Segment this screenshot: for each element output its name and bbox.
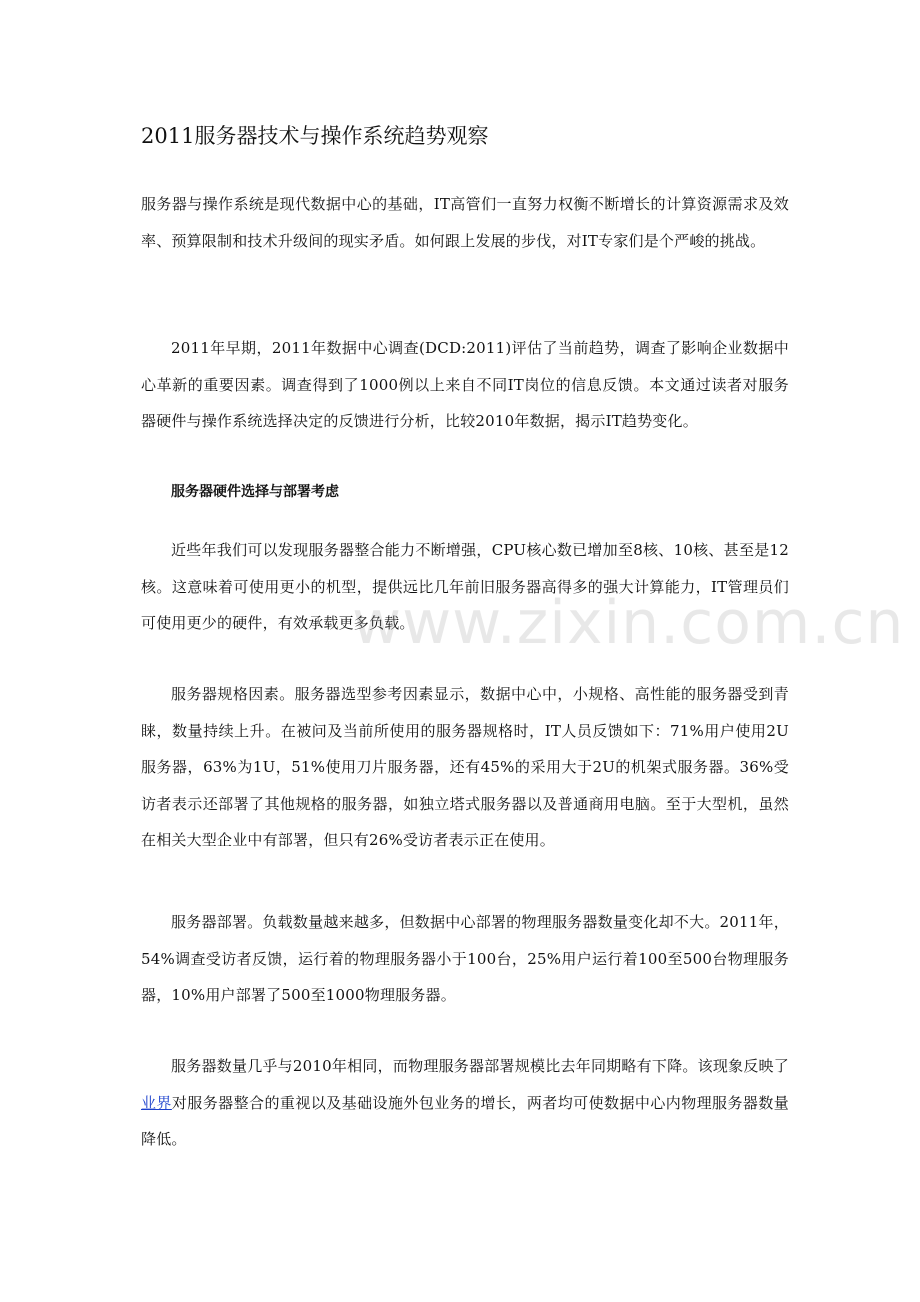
conclusion-text-before: 服务器数量几乎与2010年相同，而物理服务器部署规模比去年同期略有下降。该现象反映了 [171,1057,789,1075]
cores-paragraph: 近些年我们可以发现服务器整合能力不断增强，CPU核心数已增加至8核、10核、甚至是12核。这意味着可使用更小的机型，提供远比几年前旧服务器高得多的强大计算能力，IT管理员们可使用更少的硬件，有效承载更多负载。 [141,541,789,632]
conclusion-paragraph [141,1048,789,1158]
survey-paragraph: 2011年早期，2011年数据中心调查(DCD:2011)评估了当前趋势，调查了影响企业数据中心革新的重要因素。调查得到了1000例以上来自不同IT岗位的信息反馈。本文通过读者对服务器硬件与操作系统选择决定的反馈进行分析，比较2010年数据，揭示IT趋势变化。 [141,339,789,430]
industry-link[interactable]: 业界 [141,1093,172,1112]
intro-paragraph: 服务器与操作系统是现代数据中心的基础，IT高管们一直努力权衡不断增长的计算资源需求及效率、预算限制和技术升级间的现实矛盾。如何跟上发展的步伐，对IT专家们是个严峻的挑战。 [141,195,789,250]
document-title: 2011服务器技术与操作系统趋势观察 [141,124,489,148]
conclusion-text-after: 对服务器整合的重视以及基础设施外包业务的增长，两者均可使数据中心内物理服务器数量降低。 [141,1093,789,1148]
watermark: www.zixin.com.cn [352,588,905,658]
section-heading: 服务器硬件选择与部署考虑 [171,484,339,500]
form-factor-paragraph: 服务器规格因素。服务器选型参考因素显示，数据中心中，小规格、高性能的服务器受到青睐，数量持续上升。在被问及当前所使用的服务器规格时，IT人员反馈如下：71%用户使用2U服务器，63%为1U，51%使用刀片服务器，还有45%的采用大于2U的机架式服务器。36%受访者表示还部署了其他规格的服务器，如独立塔式服务器以及普通商用电脑。至于大型机，虽然在相关大型企业中有部署，但只有26%受访者表示正在使用。 [141,685,789,849]
deployment-paragraph: 服务器部署。负载数量越来越多，但数据中心部署的物理服务器数量变化却不大。2011年，54%调查受访者反馈，运行着的物理服务器小于100台，25%用户运行着100至500台物理服务器，10%用户部署了500至1000物理服务器。 [141,913,789,1004]
